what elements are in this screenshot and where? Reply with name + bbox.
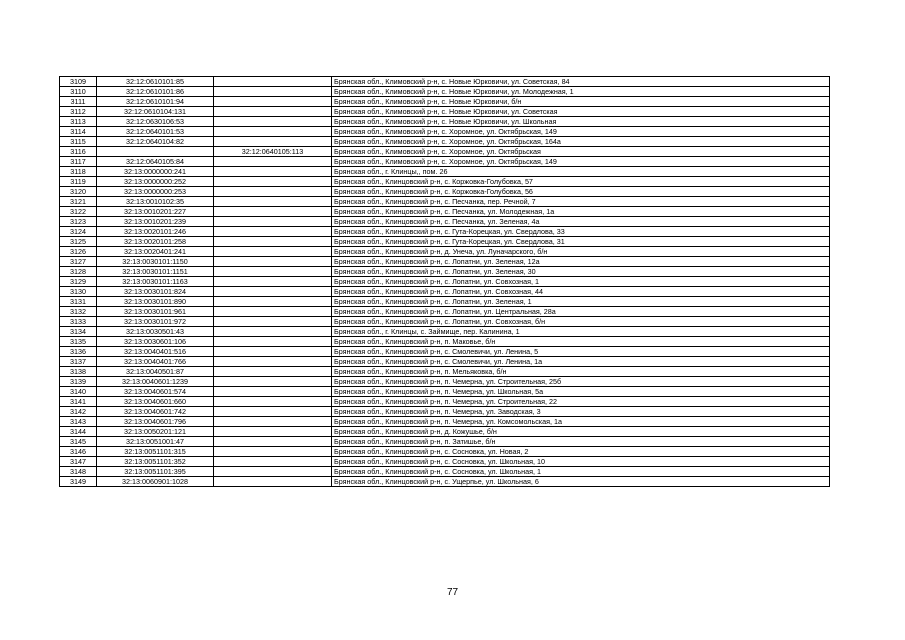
cadastral-number-cell: 32:12:0610104:131 [97,107,214,117]
table-row [60,267,830,277]
table-row [60,307,830,317]
row-number-cell: 3146 [60,447,97,457]
row-number-cell: 3126 [60,247,97,257]
cadastral-number-alt-cell [214,237,332,247]
table-row [60,197,830,207]
row-number-cell: 3109 [60,77,97,87]
cadastral-number-cell: 32:13:0030101:824 [97,287,214,297]
row-number-cell: 3115 [60,137,97,147]
cadastral-number-cell: 32:13:0051101:395 [97,467,214,477]
registry-table [59,76,830,487]
table-row [60,407,830,417]
cadastral-number-alt-cell [214,207,332,217]
cadastral-number-alt-cell [214,87,332,97]
address-cell: Брянская обл., Клинцовский р-н, п. Чемерна, ул. Заводская, 3 [332,407,830,417]
table-row [60,237,830,247]
cadastral-number-cell: 32:13:0020101:258 [97,237,214,247]
cadastral-number-alt-cell [214,187,332,197]
table-row [60,297,830,307]
cadastral-number-cell: 32:13:0000000:253 [97,187,214,197]
cadastral-number-alt-cell [214,337,332,347]
cadastral-number-cell: 32:13:0040401:766 [97,357,214,367]
cadastral-number-alt-cell [214,177,332,187]
row-number-cell: 3114 [60,127,97,137]
cadastral-number-cell: 32:13:0030101:1151 [97,267,214,277]
address-cell: Брянская обл., Клинцовский р-н, с. Гута-Корецкая, ул. Свердлова, 33 [332,227,830,237]
cadastral-number-cell: 32:13:0040601:574 [97,387,214,397]
table-row [60,467,830,477]
cadastral-number-cell: 32:13:0040601:796 [97,417,214,427]
row-number-cell: 3138 [60,367,97,377]
cadastral-number-alt-cell [214,297,332,307]
cadastral-number-cell: 32:13:0040601:742 [97,407,214,417]
table-row [60,437,830,447]
address-cell: Брянская обл., Клинцовский р-н, с. Коржовка-Голубовка, 57 [332,177,830,187]
table-row [60,337,830,347]
cadastral-number-cell: 32:13:0060901:1028 [97,477,214,487]
cadastral-number-cell: 32:13:0030101:1150 [97,257,214,267]
address-cell: Брянская обл., Клинцовский р-н, с. Лопатни, ул. Совхозная, б/н [332,317,830,327]
table-row [60,357,830,367]
cadastral-number-cell: 32:13:0051101:315 [97,447,214,457]
cadastral-number-cell: 32:12:0610101:86 [97,87,214,97]
table-row [60,97,830,107]
row-number-cell: 3139 [60,377,97,387]
row-number-cell: 3133 [60,317,97,327]
address-cell: Брянская обл., Клинцовский р-н, с. Смолевичи, ул. Ленина, 5 [332,347,830,357]
cadastral-number-alt-cell: 32:12:0640105:113 [214,147,332,157]
address-cell: Брянская обл., Клинцовский р-н, п. Мельяковка, б/н [332,367,830,377]
cadastral-number-alt-cell [214,347,332,357]
row-number-cell: 3132 [60,307,97,317]
cadastral-number-alt-cell [214,377,332,387]
cadastral-number-alt-cell [214,287,332,297]
row-number-cell: 3147 [60,457,97,467]
row-number-cell: 3141 [60,397,97,407]
cadastral-number-cell: 32:13:0010201:239 [97,217,214,227]
table-row [60,347,830,357]
row-number-cell: 3125 [60,237,97,247]
table-row [60,327,830,337]
table-row [60,277,830,287]
cadastral-number-cell: 32:12:0610101:94 [97,97,214,107]
cadastral-number-alt-cell [214,227,332,237]
address-cell: Брянская обл., Клинцовский р-н, с. Лопатни, ул. Зеленая, 30 [332,267,830,277]
address-cell: Брянская обл., Клинцовский р-н, п. Чемерна, ул. Строительная, 25б [332,377,830,387]
cadastral-number-alt-cell [214,367,332,377]
address-cell: Брянская обл., Клинцовский р-н, с. Лопатни, ул. Зеленая, 1 [332,297,830,307]
cadastral-number-alt-cell [214,267,332,277]
cadastral-number-alt-cell [214,417,332,427]
cadastral-number-alt-cell [214,327,332,337]
cadastral-number-cell: 32:12:0640101:53 [97,127,214,137]
row-number-cell: 3127 [60,257,97,267]
address-cell: Брянская обл., Клинцовский р-н, с. Песчанка, ул. Зеленая, 4а [332,217,830,227]
cadastral-number-alt-cell [214,467,332,477]
cadastral-number-cell: 32:13:0000000:252 [97,177,214,187]
cadastral-number-cell: 32:13:0030501:43 [97,327,214,337]
cadastral-number-alt-cell [214,447,332,457]
address-cell: Брянская обл., Клинцовский р-н, с. Смолевичи, ул. Ленина, 1а [332,357,830,367]
row-number-cell: 3131 [60,297,97,307]
table-row [60,167,830,177]
table-row [60,157,830,167]
cadastral-number-cell: 32:13:0051101:352 [97,457,214,467]
cadastral-number-cell: 32:13:0040401:516 [97,347,214,357]
cadastral-number-alt-cell [214,477,332,487]
table-row [60,367,830,377]
address-cell: Брянская обл., Клинцовский р-н, с. Коржовка-Голубовка, 56 [332,187,830,197]
cadastral-number-alt-cell [214,357,332,367]
cadastral-number-alt-cell [214,127,332,137]
cadastral-number-alt-cell [214,157,332,167]
cadastral-number-alt-cell [214,97,332,107]
address-cell: Брянская обл., Климовский р-н, с. Новые Юрковичи, ул. Школьная [332,117,830,127]
address-cell: Брянская обл., Клинцовский р-н, с. Песчанка, ул. Молодежная, 1а [332,207,830,217]
row-number-cell: 3148 [60,467,97,477]
table-row [60,457,830,467]
table-row [60,377,830,387]
cadastral-number-cell: 32:13:0010201:227 [97,207,214,217]
cadastral-number-alt-cell [214,117,332,127]
cadastral-number-cell: 32:13:0020101:246 [97,227,214,237]
registry-table-body [60,77,830,487]
table-row [60,77,830,87]
row-number-cell: 3110 [60,87,97,97]
address-cell: Брянская обл., Клинцовский р-н, с. Песчанка, пер. Речной, 7 [332,197,830,207]
page-number: 77 [446,587,459,598]
cadastral-number-alt-cell [214,107,332,117]
cadastral-number-alt-cell [214,457,332,467]
cadastral-number-cell: 32:13:0020401:241 [97,247,214,257]
address-cell: Брянская обл., Клинцовский р-н, п. Чемерна, ул. Комсомольская, 1а [332,417,830,427]
cadastral-number-cell: 32:13:0030601:106 [97,337,214,347]
cadastral-number-alt-cell [214,137,332,147]
row-number-cell: 3144 [60,427,97,437]
address-cell: Брянская обл., Клинцовский р-н, с. Лопатни, ул. Зеленая, 12а [332,257,830,267]
cadastral-number-cell: 32:13:0040601:1239 [97,377,214,387]
row-number-cell: 3123 [60,217,97,227]
row-number-cell: 3121 [60,197,97,207]
row-number-cell: 3124 [60,227,97,237]
address-cell: Брянская обл., Климовский р-н, с. Хоромное, ул. Октябрьская, 164а [332,137,830,147]
row-number-cell: 3128 [60,267,97,277]
cadastral-number-alt-cell [214,307,332,317]
address-cell: Брянская обл., Клинцовский р-н, п. Чемерна, ул. Строительная, 22 [332,397,830,407]
address-cell: Брянская обл., Климовский р-н, с. Хоромное, ул. Октябрьская, 149 [332,157,830,167]
address-cell: Брянская обл., Клинцовский р-н, п. Чемерна, ул. Школьная, 5а [332,387,830,397]
address-cell: Брянская обл., Климовский р-н, с. Хоромное, ул. Октябрьская [332,147,830,157]
address-cell: Брянская обл., Клинцовский р-н, с. Лопатни, ул. Совхозная, 44 [332,287,830,297]
cadastral-number-cell: 32:13:0030101:972 [97,317,214,327]
cadastral-number-cell: 32:12:0640104:82 [97,137,214,147]
row-number-cell: 3142 [60,407,97,417]
address-cell: Брянская обл., Климовский р-н, с. Хоромное, ул. Октябрьская, 149 [332,127,830,137]
address-cell: Брянская обл., Климовский р-н, с. Новые Юрковичи, ул. Советская, 84 [332,77,830,87]
table-row [60,127,830,137]
address-cell: Брянская обл., г. Клинцы, с. Займище, пер. Калинина, 1 [332,327,830,337]
cadastral-number-cell: 32:13:0050201:121 [97,427,214,437]
row-number-cell: 3112 [60,107,97,117]
cadastral-number-cell: 32:13:0010102:35 [97,197,214,207]
address-cell: Брянская обл., Климовский р-н, с. Новые Юрковичи, ул. Советская [332,107,830,117]
table-row [60,177,830,187]
table-row [60,87,830,97]
address-cell: Брянская обл., Климовский р-н, с. Новые Юрковичи, ул. Молодежная, 1 [332,87,830,97]
cadastral-number-cell: 32:13:0000000:241 [97,167,214,177]
cadastral-number-alt-cell [214,167,332,177]
table-row [60,417,830,427]
row-number-cell: 3149 [60,477,97,487]
row-number-cell: 3122 [60,207,97,217]
cadastral-number-alt-cell [214,197,332,207]
cadastral-number-cell: 32:12:0630106:53 [97,117,214,127]
cadastral-number-alt-cell [214,437,332,447]
table-row [60,477,830,487]
address-cell: Брянская обл., Клинцовский р-н, с. Ущерпье, ул. Школьная, 6 [332,477,830,487]
address-cell: Брянская обл., Клинцовский р-н, д. Унеча, ул. Луначарского, б/н [332,247,830,257]
address-cell: Брянская обл., г. Клинцы,, пом. 26 [332,167,830,177]
cadastral-number-cell: 32:12:0640105:84 [97,157,214,167]
row-number-cell: 3130 [60,287,97,297]
table-row [60,447,830,457]
row-number-cell: 3137 [60,357,97,367]
address-cell: Брянская обл., Клинцовский р-н, д. Кожушье, б/н [332,427,830,437]
table-row [60,137,830,147]
cadastral-number-alt-cell [214,397,332,407]
address-cell: Брянская обл., Клинцовский р-н, с. Сосновка, ул. Школьная, 10 [332,457,830,467]
table-row [60,247,830,257]
row-number-cell: 3118 [60,167,97,177]
row-number-cell: 3111 [60,97,97,107]
cadastral-number-cell [97,147,214,157]
address-cell: Брянская обл., Клинцовский р-н, с. Лопатни, ул. Центральная, 28а [332,307,830,317]
address-cell: Брянская обл., Клинцовский р-н, п. Маковье, б/н [332,337,830,347]
row-number-cell: 3135 [60,337,97,347]
cadastral-number-cell: 32:13:0051001:47 [97,437,214,447]
table-row [60,117,830,127]
address-cell: Брянская обл., Клинцовский р-н, с. Лопатни, ул. Совхозная, 1 [332,277,830,287]
address-cell: Брянская обл., Клинцовский р-н, с. Сосновка, ул. Новая, 2 [332,447,830,457]
table-row [60,187,830,197]
cadastral-number-cell: 32:12:0610101:85 [97,77,214,87]
cadastral-number-cell: 32:13:0030101:1163 [97,277,214,287]
cadastral-number-alt-cell [214,277,332,287]
row-number-cell: 3134 [60,327,97,337]
cadastral-number-cell: 32:13:0030101:890 [97,297,214,307]
cadastral-number-cell: 32:13:0040601:660 [97,397,214,407]
row-number-cell: 3145 [60,437,97,447]
cadastral-number-alt-cell [214,407,332,417]
row-number-cell: 3140 [60,387,97,397]
table-row [60,147,830,157]
table-row [60,227,830,237]
table-row [60,107,830,117]
row-number-cell: 3143 [60,417,97,427]
row-number-cell: 3113 [60,117,97,127]
address-cell: Брянская обл., Клинцовский р-н, п. Затишье, б/н [332,437,830,447]
row-number-cell: 3116 [60,147,97,157]
row-number-cell: 3129 [60,277,97,287]
address-cell: Брянская обл., Клинцовский р-н, с. Сосновка, ул. Школьная, 1 [332,467,830,477]
registry-sheet [59,76,830,487]
cadastral-number-alt-cell [214,427,332,437]
row-number-cell: 3136 [60,347,97,357]
cadastral-number-cell: 32:13:0040501:87 [97,367,214,377]
cadastral-number-alt-cell [214,77,332,87]
table-row [60,207,830,217]
cadastral-number-alt-cell [214,317,332,327]
table-row [60,257,830,267]
address-cell: Брянская обл., Климовский р-н, с. Новые Юрковичи, б/н [332,97,830,107]
row-number-cell: 3117 [60,157,97,167]
cadastral-number-alt-cell [214,247,332,257]
table-row [60,217,830,227]
address-cell: Брянская обл., Клинцовский р-н, с. Гута-Корецкая, ул. Свердлова, 31 [332,237,830,247]
table-row [60,387,830,397]
cadastral-number-alt-cell [214,217,332,227]
cadastral-number-cell: 32:13:0030101:961 [97,307,214,317]
table-row [60,427,830,437]
table-row [60,397,830,407]
cadastral-number-alt-cell [214,257,332,267]
table-row [60,287,830,297]
row-number-cell: 3119 [60,177,97,187]
row-number-cell: 3120 [60,187,97,197]
cadastral-number-alt-cell [214,387,332,397]
table-row [60,317,830,327]
